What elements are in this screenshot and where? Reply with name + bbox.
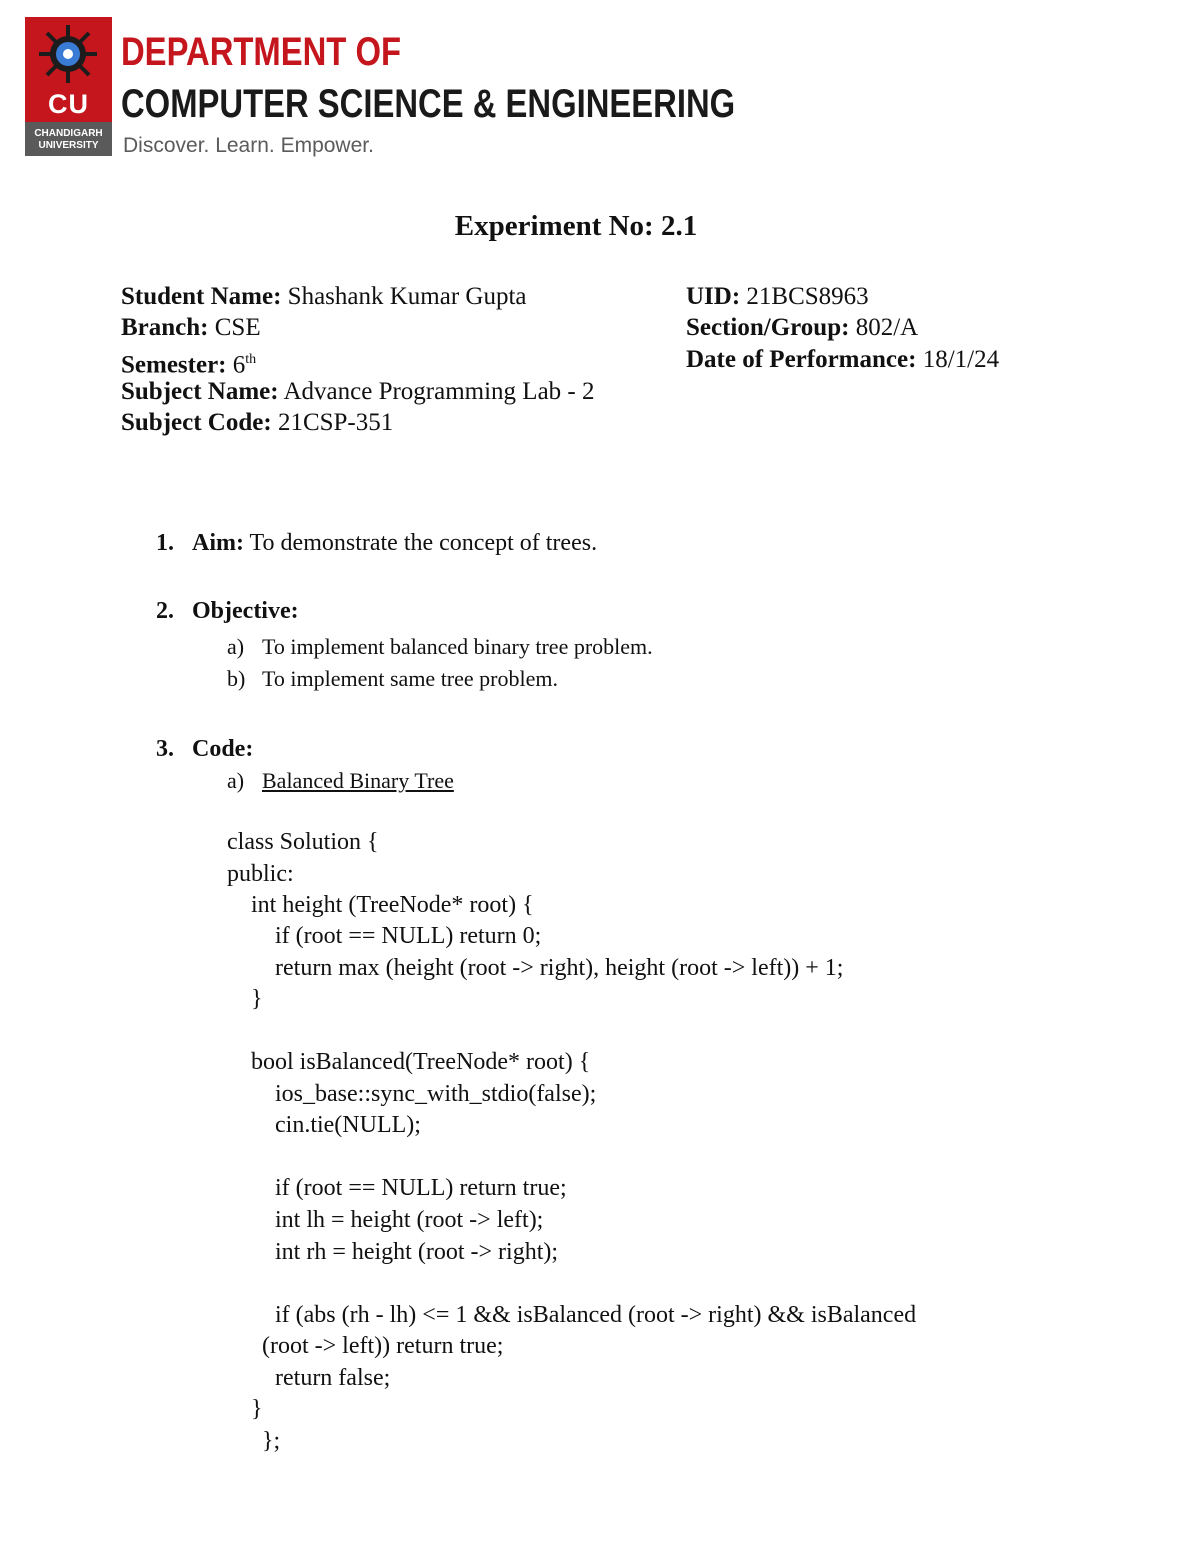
- objective-marker-a: a): [227, 634, 245, 659]
- objective-item-b: To implement same tree problem.: [262, 666, 558, 691]
- code-line: bool isBalanced(TreeNode* root) {: [227, 1049, 591, 1075]
- student-name-row: Student Name: Shashank Kumar Gupta: [121, 283, 527, 310]
- code-line: (root -> left)) return true;: [262, 1333, 504, 1359]
- code-line: return false;: [227, 1365, 391, 1391]
- code-line: int height (TreeNode* root) {: [227, 892, 534, 918]
- university-logo: [25, 17, 112, 156]
- code-number: 3.: [156, 736, 174, 762]
- logo-university-line1: CHANDIGARH: [34, 128, 103, 139]
- objective-marker-b: b): [227, 666, 246, 691]
- code-line: class Solution {: [227, 829, 379, 855]
- date-row: Date of Performance: 18/1/24: [686, 346, 1000, 373]
- uid-row: UID: 21BCS8963: [686, 283, 869, 310]
- code-line: }: [227, 986, 263, 1012]
- logo-cu-text: CU: [48, 89, 89, 119]
- code-line: if (root == NULL) return 0;: [227, 923, 542, 949]
- department-title-line2: COMPUTER SCIENCE & ENGINEERING: [121, 82, 736, 126]
- code-line: int lh = height (root -> left);: [227, 1207, 544, 1233]
- aim-row: Aim: To demonstrate the concept of trees.: [192, 530, 598, 556]
- code-sub-title: Balanced Binary Tree: [262, 768, 454, 793]
- experiment-title: Experiment No: 2.1: [454, 210, 698, 242]
- code-line: public:: [227, 861, 294, 887]
- section-row: Section/Group: 802/A: [686, 314, 919, 341]
- code-line: }: [227, 1396, 263, 1422]
- objective-heading: Objective:: [192, 598, 299, 624]
- objective-item-a: To implement balanced binary tree problem.: [262, 634, 653, 659]
- department-title-line1: DEPARTMENT OF: [121, 30, 402, 74]
- semester-row: Semester: 6th: [121, 351, 257, 379]
- branch-row: Branch: CSE: [121, 314, 261, 341]
- code-line: };: [262, 1428, 281, 1454]
- subject-code-row: Subject Code: 21CSP-351: [121, 409, 394, 436]
- code-line: return max (height (root -> right), height (root -> left)) + 1;: [227, 955, 844, 981]
- code-sub-marker: a): [227, 768, 245, 793]
- code-line: cin.tie(NULL);: [227, 1112, 421, 1138]
- objective-number: 2.: [156, 598, 174, 624]
- aim-number: 1.: [156, 530, 174, 556]
- code-line: if (root == NULL) return true;: [227, 1175, 567, 1201]
- code-line: ios_base::sync_with_stdio(false);: [227, 1081, 597, 1107]
- logo-university-line2: UNIVERSITY: [38, 140, 99, 151]
- code-line: int rh = height (root -> right);: [227, 1239, 559, 1265]
- tagline: Discover. Learn. Empower.: [123, 134, 374, 157]
- code-line: if (abs (rh - lh) <= 1 && isBalanced (root -> right) && isBalanced: [227, 1302, 917, 1328]
- subject-name-row: Subject Name: Advance Programming Lab - 2: [121, 378, 595, 405]
- globe-emblem-icon: [25, 17, 112, 92]
- code-heading: Code:: [192, 736, 254, 762]
